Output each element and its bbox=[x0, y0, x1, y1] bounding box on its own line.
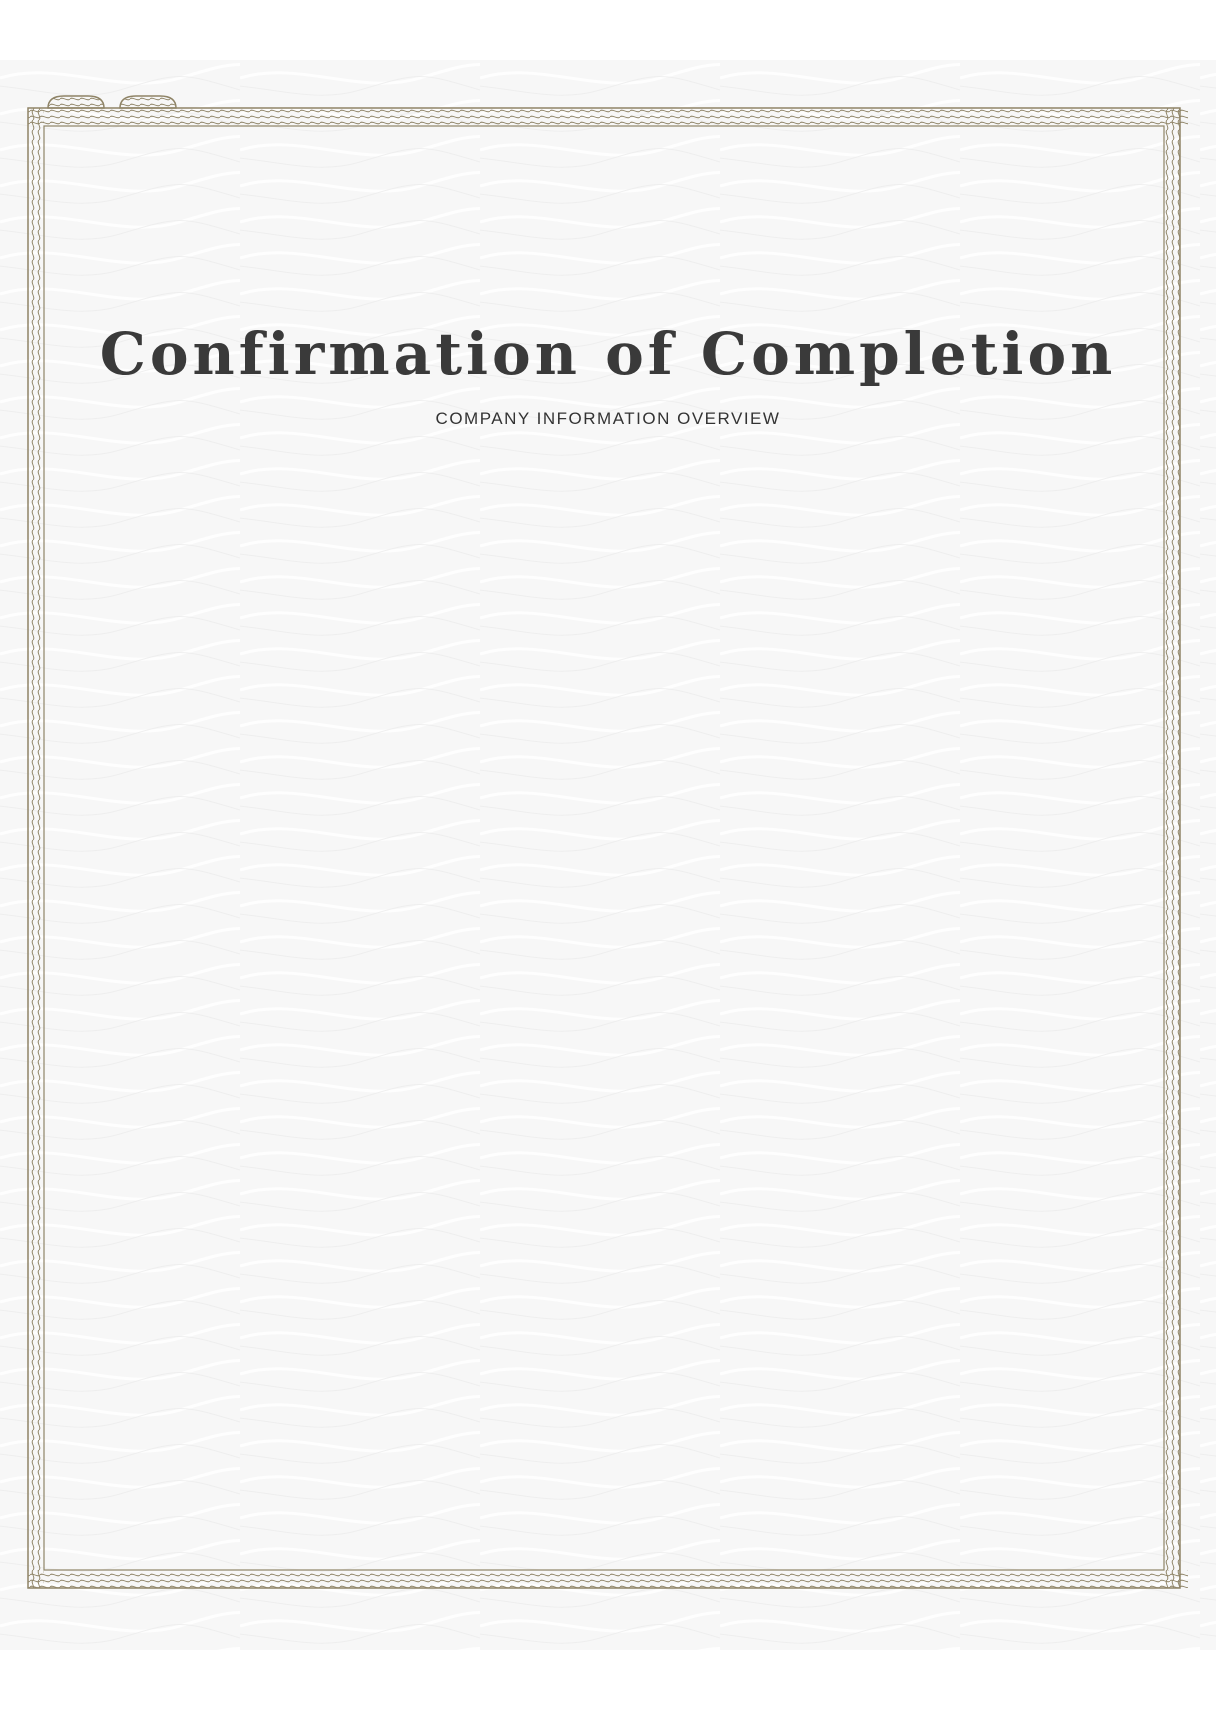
certificate-title: Confirmation of Completion bbox=[99, 320, 1117, 388]
certificate-content bbox=[0, 60, 1216, 1650]
certificate-sheet bbox=[0, 60, 1216, 1650]
certificate-subtitle: COMPANY INFORMATION OVERVIEW bbox=[435, 409, 781, 428]
